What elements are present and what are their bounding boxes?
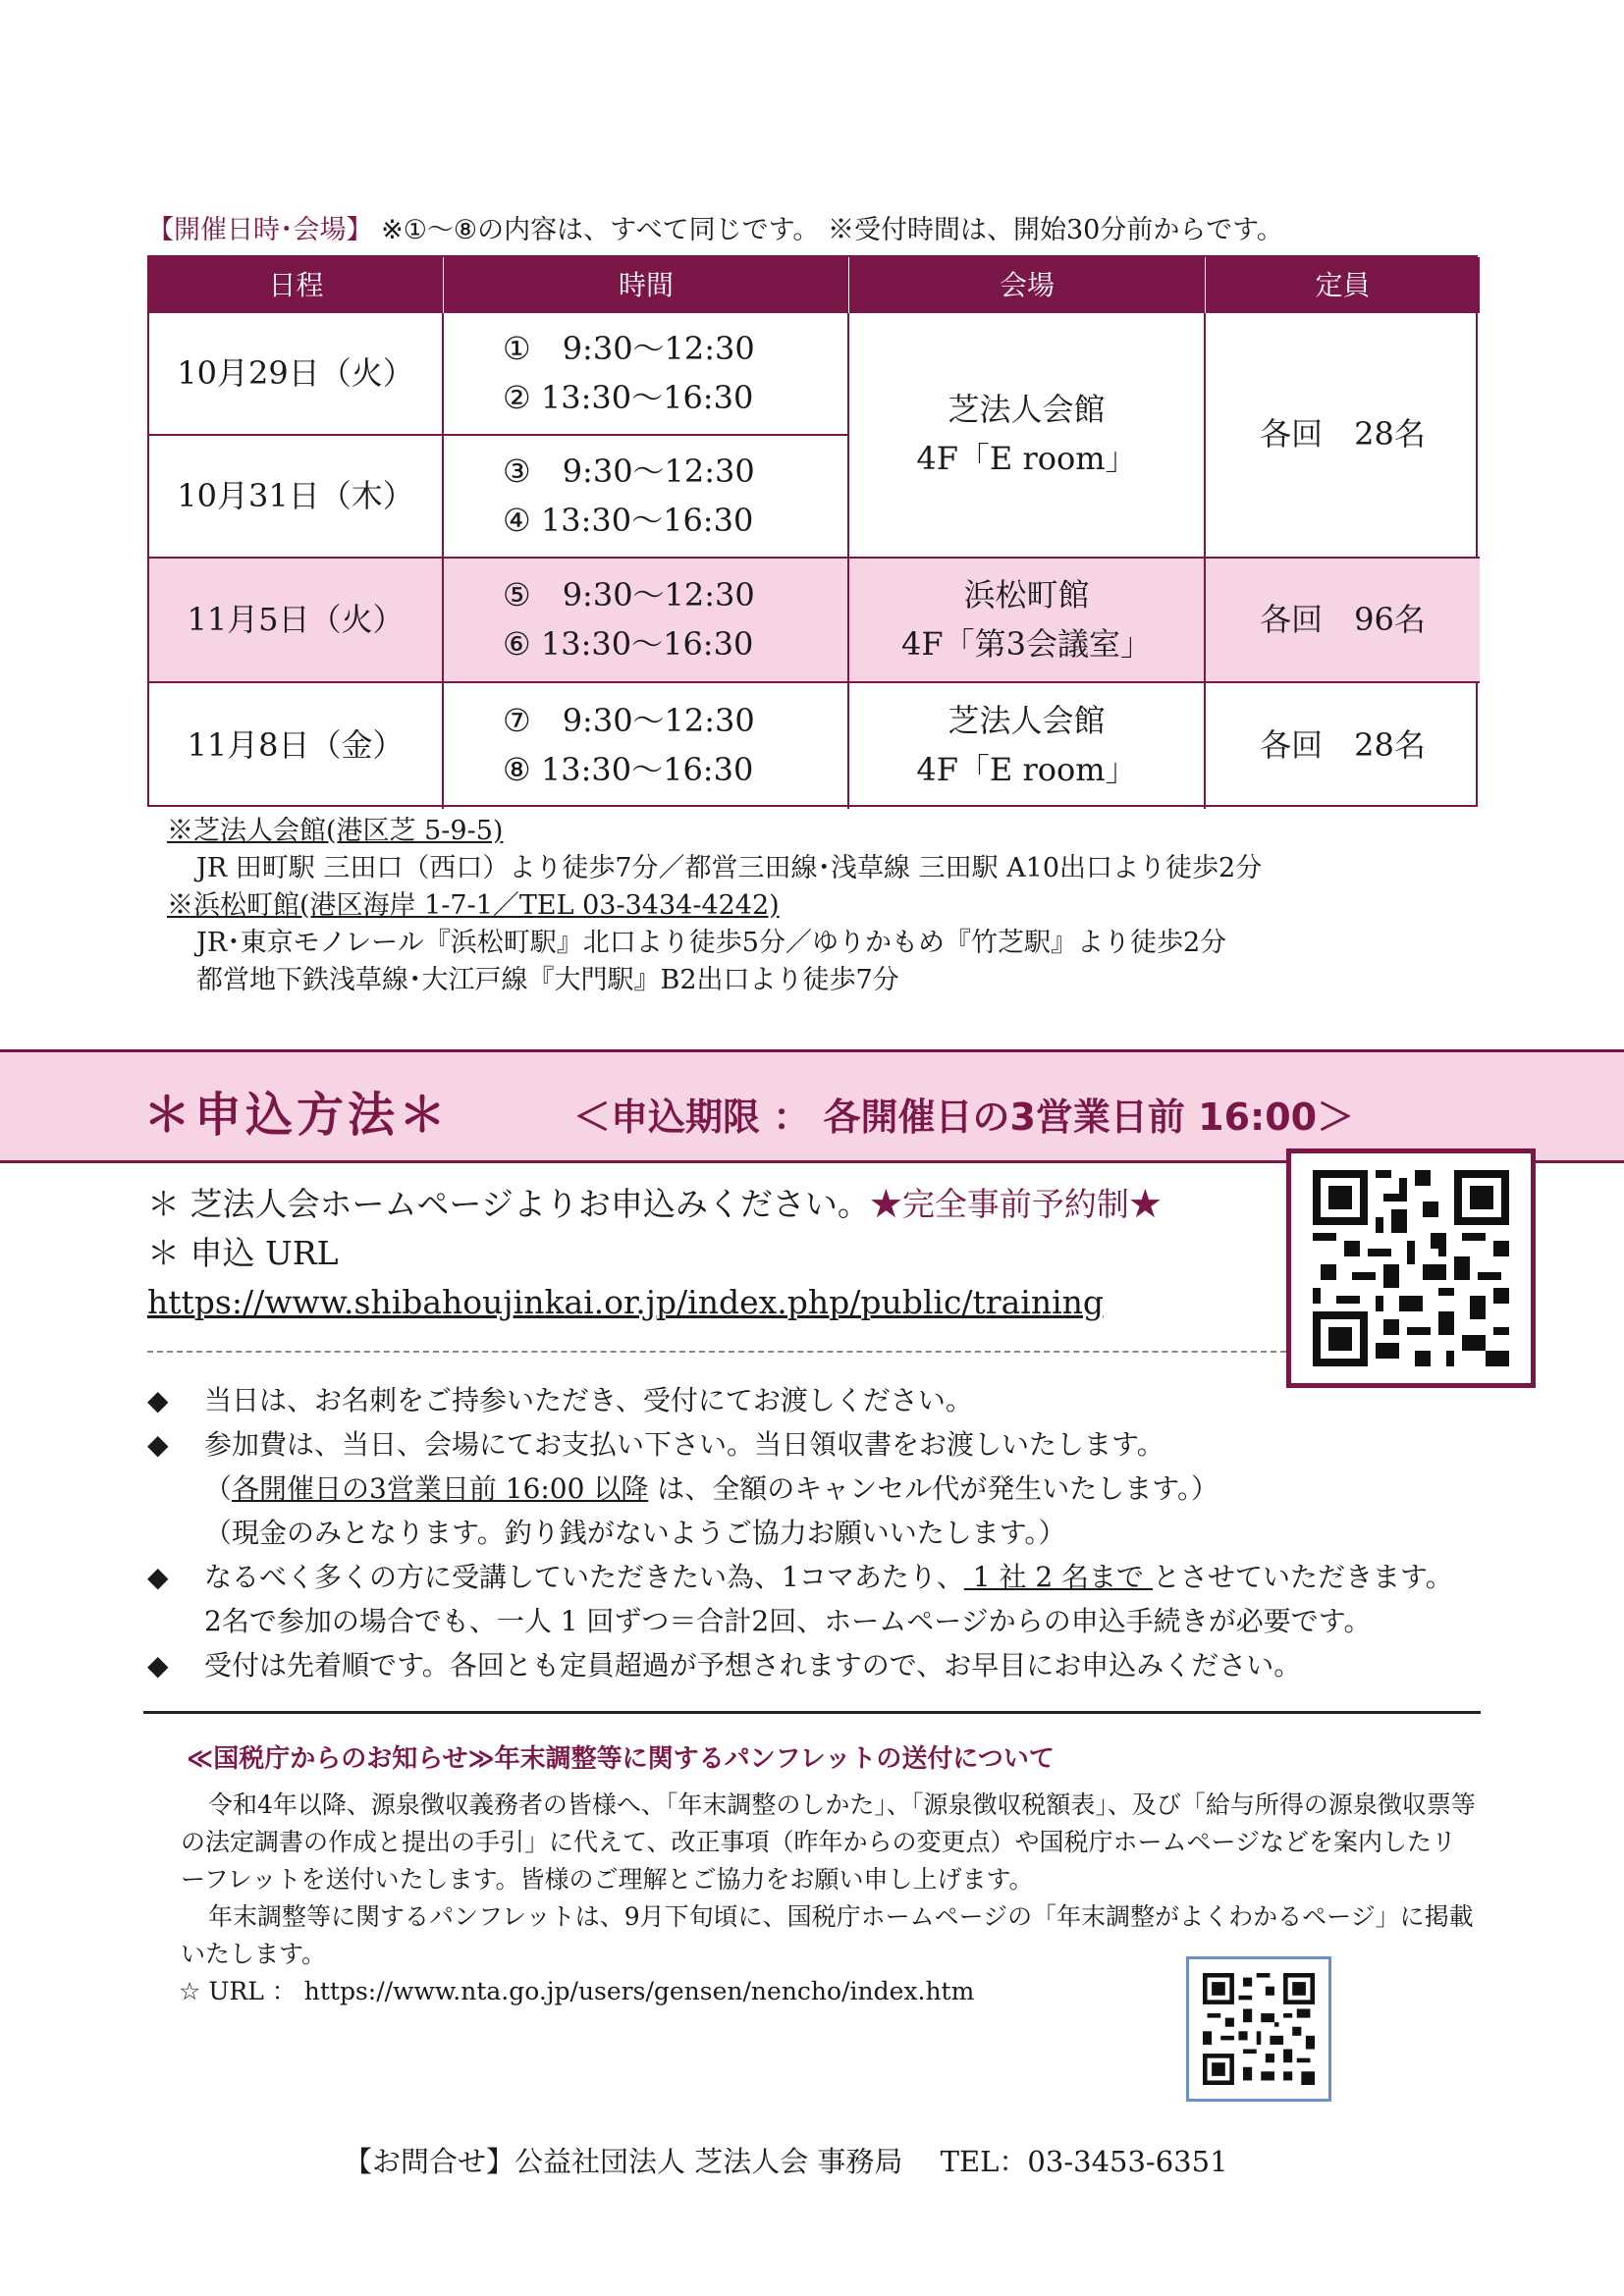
diamond-bullet-icon: ◆ (147, 1561, 169, 1593)
table-cell-venue (849, 313, 1206, 559)
table-cell-venue (849, 683, 1206, 809)
column-header-date: 日程 (149, 257, 444, 313)
table-cell-date: 11月8日（金） (149, 683, 444, 809)
application-url-link[interactable]: https://www.shibahoujinkai.or.jp/index.php/public/training (147, 1283, 1104, 1321)
note-limit-post: とさせていただきます。 (1152, 1561, 1453, 1593)
note-cancellation-text: は、全額のキャンセル代が発生いたします。） (648, 1472, 1218, 1505)
notice-paragraph-1: 令和4年以降、源泉徴収義務者の皆様へ、「年末調整のしかた」、「源泉徴収税額表」、及び「給与所得の源泉徴収票等の法定調書の作成と提出の手引」に代えて、改正事項（昨年からの変更点）や国税庁ホームページなどを案内したリーフレットを送付いたします。皆様のご理解とご協力をお願い申し上げます。 (181, 1790, 1476, 1894)
venue-notes (167, 813, 1262, 999)
note-cancellation-open: （ (204, 1472, 233, 1505)
time-slot: ⑧ 13:30～16:30 (503, 751, 754, 788)
venue-room: 4F「第3会議室」 (901, 624, 1152, 663)
list-item (147, 1555, 1453, 1599)
diamond-bullet-icon: ◆ (147, 1384, 169, 1416)
table-cell-date: 11月5日（火） (149, 559, 444, 683)
venue-name: 芝法人会館 (947, 702, 1106, 740)
schedule-header (147, 208, 1283, 246)
schedule-table (147, 255, 1478, 807)
table-cell-date: 10月31日（木） (149, 436, 444, 559)
table-cell-capacity: 各回 96名 (1206, 559, 1480, 683)
time-slot: ② 13:30～16:30 (503, 378, 754, 416)
note-fee: 参加費は、当日、会場にてお支払い下さい。当日領収書をお渡しいたします。 (204, 1428, 1164, 1461)
venue-name: 芝法人会館 (947, 391, 1106, 429)
note-cancellation (147, 1467, 1453, 1511)
venue-note-hamamatsu-access-2: 都営地下鉄浅草線･大江戸線『大門駅』B2出口より徒歩7分 (196, 965, 899, 995)
table-cell-time (444, 436, 849, 559)
table-cell-time (444, 559, 849, 683)
application-line-1: ＊ 芝法人会ホームページよりお申込みください。 (147, 1185, 870, 1223)
time-slot: ⑤ 9:30～12:30 (503, 575, 755, 614)
venue-note-hamamatsu-access-1: JR･東京モノレール『浜松町駅』北口より徒歩5分／ゆりかもめ『竹芝駅』より徒歩2分 (196, 928, 1227, 958)
list-item (147, 1378, 1453, 1422)
venue-note-hamamatsu-title: ※浜松町館(港区海岸 1-7-1／TEL 03-3434-4242) (167, 890, 780, 921)
table-cell-venue (849, 559, 1206, 683)
qr-code-icon (1313, 1170, 1509, 1366)
dashed-divider (147, 1351, 1286, 1353)
venue-note-shiba-title: ※芝法人会館(港区芝 5-9-5) (167, 816, 504, 846)
schedule-header-note: ※①～⑧の内容は、すべて同じです。 ※受付時間は、開始30分前からです。 (381, 215, 1283, 245)
notice-url-link[interactable]: ☆ URL ： https://www.nta.go.jp/users/gensen/nencho/index.htm (179, 1977, 975, 2005)
table-cell-time (444, 313, 849, 436)
application-qr-code (1286, 1148, 1536, 1388)
application-info (147, 1180, 1162, 1327)
time-slot: ⑦ 9:30～12:30 (503, 702, 755, 740)
table-cell-date: 10月29日（火） (149, 313, 444, 436)
time-slot: ③ 9:30～12:30 (503, 452, 755, 490)
note-limit-detail: 2名で参加の場合でも、一人 1 回ずつ＝合計2回、ホームページからの申込手続きが必要です。 (204, 1605, 1372, 1637)
venue-name: 浜松町館 (963, 575, 1090, 614)
application-deadline: ＜申込期限 ： 各開催日の3営業日前 16:00＞ (573, 1095, 1355, 1139)
notice-title: ≪国税庁からのお知らせ≫年末調整等に関するパンフレットの送付について (187, 1744, 1055, 1774)
diamond-bullet-icon: ◆ (147, 1649, 169, 1682)
table-cell-time (444, 683, 849, 809)
note-business-card: 当日は、お名刺をご持参いただき、受付にてお渡しください。 (204, 1384, 973, 1416)
notes-list (147, 1378, 1453, 1687)
time-slot: ④ 13:30～16:30 (503, 501, 754, 539)
notice-paragraph-2: 年末調整等に関するパンフレットは、9月下旬頃に、国税庁ホームページの「年末調整がよくわかるページ」に掲載いたします。 (181, 1902, 1474, 1968)
application-title: ＊申込方法＊ (143, 1088, 451, 1143)
diamond-bullet-icon: ◆ (147, 1428, 169, 1461)
application-line-2: ＊ 申込 URL (147, 1234, 339, 1272)
note-cancellation-deadline: 各開催日の3営業日前 16:00 以降 (232, 1472, 649, 1505)
time-slot: ① 9:30～12:30 (503, 329, 755, 367)
note-limit (204, 1555, 1453, 1599)
venue-room: 4F「E room」 (916, 751, 1137, 788)
note-limit-pre: なるべく多くの方に受講していただきたい為、1コマあたり、 (204, 1561, 964, 1593)
schedule-header-label: 【開催日時･会場】 (147, 215, 373, 245)
qr-code-icon (1203, 1973, 1315, 2085)
list-item (147, 1422, 1453, 1467)
note-limit-count: 1 社 2 名まで (963, 1561, 1153, 1593)
nta-qr-code (1186, 1956, 1331, 2102)
venue-note-shiba-access: JR 田町駅 三田口（西口）より徒歩7分／都営三田線･浅草線 三田駅 A10出口より徒歩2分 (196, 853, 1263, 883)
contact-footer: 【お問合せ】公益社団法人 芝法人会 事務局 TEL：03-3453-6351 (344, 2145, 1228, 2178)
column-header-capacity: 定員 (1206, 257, 1480, 313)
note-first-come: 受付は先着順です。各回とも定員超過が予想されますので、お早目にお申込みください。 (204, 1649, 1302, 1682)
table-cell-capacity: 各回 28名 (1260, 726, 1426, 765)
time-slot: ⑥ 13:30～16:30 (503, 624, 754, 663)
column-header-time: 時間 (444, 257, 849, 313)
reservation-only-label: ★完全事前予約制★ (869, 1185, 1162, 1223)
list-item (147, 1643, 1453, 1687)
column-header-venue: 会場 (849, 257, 1206, 313)
section-divider (143, 1711, 1481, 1714)
table-cell-capacity: 各回 28名 (1206, 313, 1480, 559)
venue-room: 4F「E room」 (916, 440, 1137, 477)
note-cash-only: （現金のみとなります。釣り銭がないようご協力お願いいたします。） (204, 1517, 1066, 1549)
